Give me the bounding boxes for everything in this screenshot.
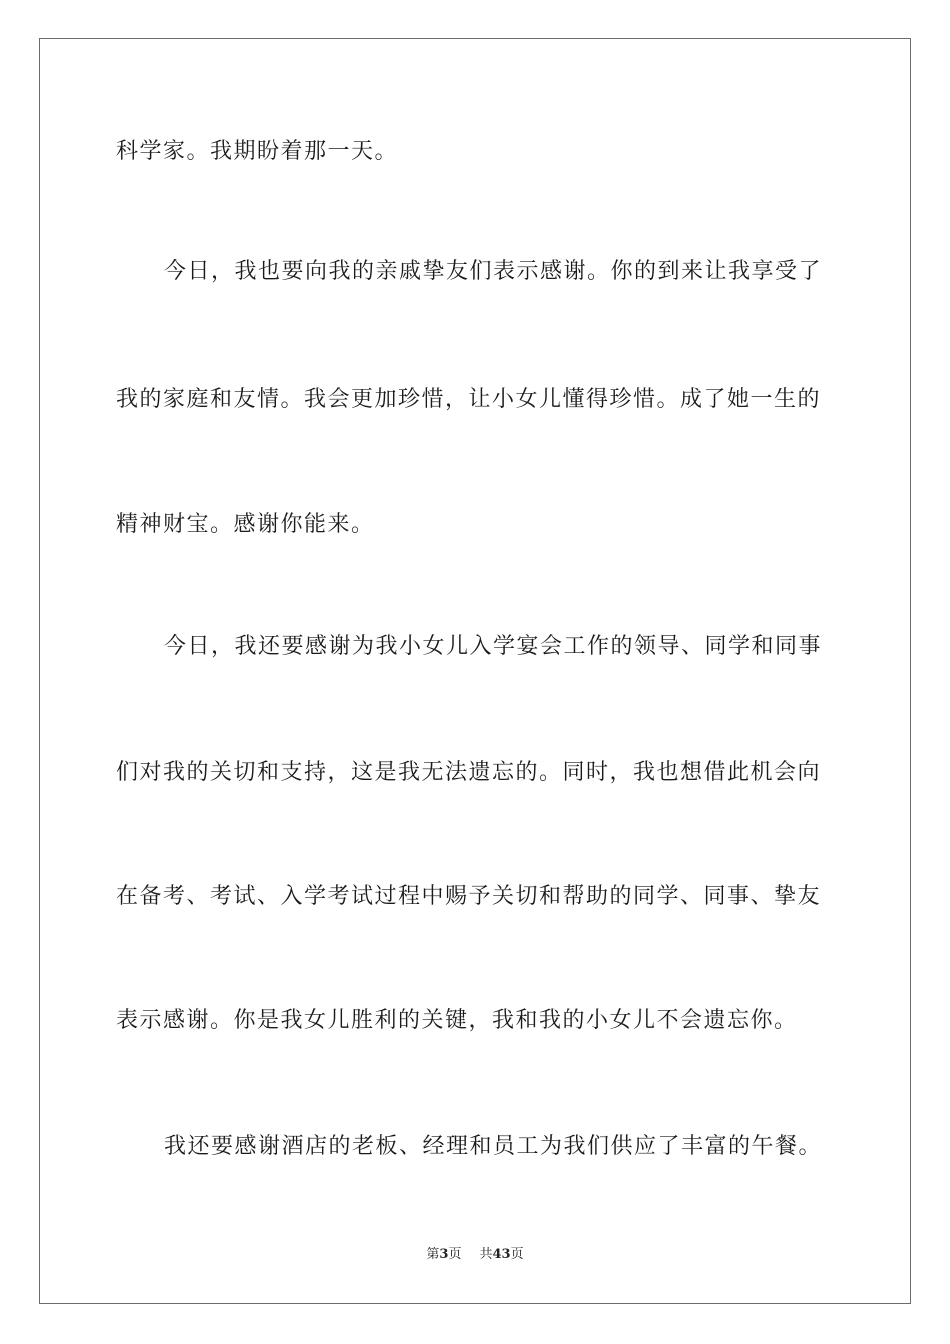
page-number: 3 <box>439 1247 449 1262</box>
text-line-3: 我的家庭和友情。我会更加珍惜，让小女儿懂得珍惜。成了她一生的 <box>116 387 822 412</box>
text-line-7: 在备考、考试、入学考试过程中赐予关切和帮助的同学、同事、挚友 <box>116 884 822 909</box>
text-line-4: 精神财宝。感谢你能来。 <box>116 512 375 537</box>
text-line-9: 我还要感谢酒店的老板、经理和员工为我们供应了丰富的午餐。 <box>164 1134 823 1159</box>
text-line-2: 今日，我也要向我的亲戚挚友们表示感谢。你的到来让我享受了 <box>164 259 823 284</box>
total-pages: 43 <box>492 1247 511 1262</box>
total-suffix: 页 <box>510 1247 524 1262</box>
page-footer <box>0 1246 950 1264</box>
text-line-1: 科学家。我期盼着那一天。 <box>116 139 399 164</box>
page-prefix: 第 <box>426 1247 440 1262</box>
total-prefix: 共 <box>479 1247 493 1262</box>
page-border <box>39 38 911 1304</box>
page-suffix: 页 <box>448 1247 462 1262</box>
text-line-6: 们对我的关切和支持，这是我无法遗忘的。同时，我也想借此机会向 <box>116 760 822 785</box>
text-line-8: 表示感谢。你是我女儿胜利的关键，我和我的小女儿不会遗忘你。 <box>116 1008 798 1033</box>
text-line-5: 今日，我还要感谢为我小女儿入学宴会工作的领导、同学和同事 <box>164 634 823 659</box>
